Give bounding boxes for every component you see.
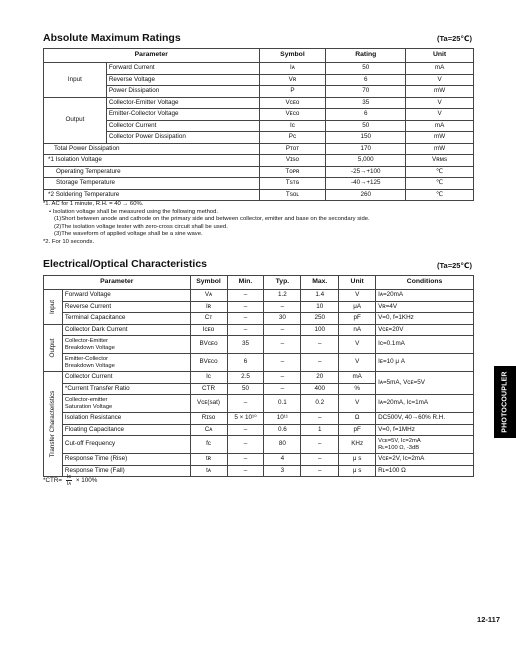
eo-typ: – — [264, 301, 301, 313]
eo-table — [43, 275, 474, 477]
abs-unit: V — [406, 74, 474, 86]
abs-rating: -25→+100 — [326, 166, 406, 178]
eo-unit: V — [339, 336, 376, 354]
eo-cond: Iᴀ=20mA — [376, 290, 474, 302]
eo-param: Collector Dark Current — [62, 324, 190, 336]
eo-min: – — [227, 290, 264, 302]
eo-symbol: Rɪѕᴏ — [190, 413, 227, 425]
eo-typ: – — [264, 354, 301, 372]
eo-max: 0.2 — [301, 395, 339, 413]
eo-typ: 0.1 — [264, 395, 301, 413]
abs-unit: Vʀᴍѕ — [406, 155, 474, 167]
eo-symbol: CTR — [190, 383, 227, 395]
table-row — [44, 63, 474, 75]
eo-header-unit: Unit — [339, 276, 376, 290]
eo-typ: – — [264, 383, 301, 395]
eo-cond — [376, 436, 474, 454]
eo-cond-line1: Vᴄᴇ=5V, Iᴄ=2mA — [378, 438, 421, 445]
abs-unit: mW — [406, 86, 474, 98]
abs-rating: 50 — [326, 120, 406, 132]
table-row — [44, 465, 474, 477]
abs-header-rating: Rating — [326, 49, 406, 63]
table-row — [44, 143, 474, 155]
eo-param-line1: Collector-emitter — [64, 397, 108, 404]
eo-typ: 80 — [264, 436, 301, 454]
abs-rating: 5,000 — [326, 155, 406, 167]
eo-symbol: BVᴇᴄᴏ — [190, 354, 227, 372]
table-row — [44, 354, 474, 372]
abs-symbol: Vʀ — [259, 74, 326, 86]
eo-header-max: Max. — [301, 276, 339, 290]
photocoupler-tab — [494, 366, 516, 438]
eo-typ: – — [264, 336, 301, 354]
ctr-denominator: Iᴀ — [66, 481, 72, 487]
page-number: 12-117 — [477, 615, 500, 624]
abs-rating: 6 — [326, 74, 406, 86]
abs-param: Collector Current — [106, 120, 259, 132]
eo-param-line2: Breakdown Voltage — [64, 344, 115, 351]
abs-unit: mA — [406, 63, 474, 75]
eo-typ: 1.2 — [264, 290, 301, 302]
table-row — [44, 301, 474, 313]
abs-symbol: Iᴀ — [259, 63, 326, 75]
abs-header-symbol: Symbol — [259, 49, 326, 63]
eo-unit: μA — [339, 301, 376, 313]
abs-param: Total Power Dissipation — [44, 143, 260, 155]
abs-unit: V — [406, 109, 474, 121]
eo-param — [62, 354, 190, 372]
eo-symbol: Iᴄᴇᴏ — [190, 324, 227, 336]
abs-notes — [43, 201, 370, 247]
eo-symbol: Vᴄᴇ(sat) — [190, 395, 227, 413]
eo-header-min: Min. — [227, 276, 264, 290]
table-row — [44, 395, 474, 413]
abs-unit: ℃ — [406, 178, 474, 190]
eo-header-typ: Typ. — [264, 276, 301, 290]
ctr-numerator: Iᴄ — [66, 474, 72, 480]
table-row — [44, 155, 474, 167]
eo-ta: (Ta=25℃) — [437, 261, 472, 270]
table-row — [44, 290, 474, 302]
abs-symbol: P — [259, 86, 326, 98]
abs-unit: mA — [406, 120, 474, 132]
eo-max: – — [301, 465, 339, 477]
abs-symbol: Vɪѕᴏ — [259, 155, 326, 167]
eo-min: 50 — [227, 383, 264, 395]
table-row — [44, 109, 474, 121]
table-row — [44, 132, 474, 144]
eo-symbol: tᴀ — [190, 465, 227, 477]
abs-group-input: Input — [44, 63, 107, 98]
eo-max: – — [301, 436, 339, 454]
abs-unit: ℃ — [406, 166, 474, 178]
eo-max: 1 — [301, 424, 339, 436]
eo-max: – — [301, 413, 339, 425]
abs-param: Storage Temperature — [44, 178, 260, 190]
table-row — [44, 189, 474, 201]
note-line: (1)Short between anode and cathode on the primary side and between collector, emitter and base on the secondary side. — [54, 216, 370, 223]
eo-symbol: fᴄ — [190, 436, 227, 454]
abs-symbol: Tѕᴛɢ — [259, 178, 326, 190]
eo-symbol: tʀ — [190, 454, 227, 466]
eo-cond: V=0, f=1MHz — [376, 424, 474, 436]
eo-min: – — [227, 395, 264, 413]
eo-symbol: Vᴀ — [190, 290, 227, 302]
eo-min: 35 — [227, 336, 264, 354]
eo-min: – — [227, 324, 264, 336]
abs-rating: 260 — [326, 189, 406, 201]
eo-param-line1: Collector-Emitter — [64, 338, 109, 345]
table-row — [44, 166, 474, 178]
eo-group-transfer — [44, 372, 63, 477]
eo-group-output — [44, 324, 63, 372]
eo-param — [62, 395, 190, 413]
eo-unit: μ s — [339, 454, 376, 466]
table-row — [44, 313, 474, 325]
ctr-prefix: *CTR= — [43, 477, 63, 485]
eo-typ: – — [264, 324, 301, 336]
eo-param: Floating Capacitance — [62, 424, 190, 436]
eo-typ: 30 — [264, 313, 301, 325]
eo-unit: KHz — [339, 436, 376, 454]
abs-group-output: Output — [44, 97, 107, 143]
eo-unit: mA — [339, 372, 376, 384]
eo-param: Terminal Capacitance — [62, 313, 190, 325]
abs-rating: 70 — [326, 86, 406, 98]
eo-symbol: Iᴄ — [190, 372, 227, 384]
abs-header-unit: Unit — [406, 49, 474, 63]
abs-param: Emitter-Collector Voltage — [106, 109, 259, 121]
abs-symbol: Iᴄ — [259, 120, 326, 132]
eo-unit: V — [339, 290, 376, 302]
table-row — [44, 413, 474, 425]
eo-typ: 4 — [264, 454, 301, 466]
abs-header-parameter: Parameter — [44, 49, 260, 63]
note-line: *2. For 10 seconds. — [43, 238, 95, 245]
eo-param-line1: Emitter-Collector — [64, 356, 109, 363]
eo-min: – — [227, 424, 264, 436]
eo-param: Response Time (Fall) — [62, 465, 190, 477]
eo-group-output-label: Output — [48, 338, 56, 358]
eo-cond: Vᴄᴇ=2V, Iᴄ=2mA — [376, 454, 474, 466]
eo-param: Cut-off Frequency — [62, 436, 190, 454]
eo-param: Isolation Resistance — [62, 413, 190, 425]
eo-min: – — [227, 301, 264, 313]
eo-min: – — [227, 454, 264, 466]
abs-symbol: Vᴄᴇᴏ — [259, 97, 326, 109]
abs-max-title: Absolute Maximum Ratings — [43, 32, 181, 44]
table-row — [44, 97, 474, 109]
eo-param-line2: Saturation Voltage — [64, 403, 113, 410]
photocoupler-tab-label: PHOTOCOUPLER — [501, 371, 509, 433]
note-line: (2)The isolation voltage tester with zero-cross circuit shall be used. — [54, 223, 228, 230]
eo-unit: % — [339, 383, 376, 395]
eo-unit: pF — [339, 313, 376, 325]
eo-typ: 0.6 — [264, 424, 301, 436]
abs-rating: 50 — [326, 63, 406, 75]
abs-rating: 170 — [326, 143, 406, 155]
note-line: • Isolation voltage shall be measured using the following method. — [49, 208, 219, 215]
eo-group-input — [44, 290, 63, 325]
table-row — [44, 74, 474, 86]
eo-cond: Vʀ=4V — [376, 301, 474, 313]
eo-cond: Rʟ=100 Ω — [376, 465, 474, 477]
eo-cond: V=0, f=1KHz — [376, 313, 474, 325]
abs-unit: ℃ — [406, 189, 474, 201]
eo-cond: Iᴄ=0.1mA — [376, 336, 474, 354]
eo-group-input-label: Input — [48, 299, 56, 314]
eo-unit: μ s — [339, 465, 376, 477]
eo-max: 250 — [301, 313, 339, 325]
abs-symbol: Tᴏᴘʀ — [259, 166, 326, 178]
abs-symbol: Pᴛᴏᴛ — [259, 143, 326, 155]
table-row — [44, 372, 474, 384]
eo-max: – — [301, 454, 339, 466]
table-row — [44, 324, 474, 336]
eo-cond: Iᴀ=20mA, Iᴄ=1mA — [376, 395, 474, 413]
eo-param: Reverse Current — [62, 301, 190, 313]
eo-typ: 10¹¹ — [264, 413, 301, 425]
abs-max-table — [43, 48, 474, 201]
eo-unit: V — [339, 354, 376, 372]
table-row — [44, 120, 474, 132]
note-line: *1. AC for 1 minute, R.H. = 40 → 60%. — [43, 201, 144, 207]
eo-max: – — [301, 354, 339, 372]
note-line: (3)The waveform of applied voltage shall be a sine wave. — [54, 231, 203, 238]
table-row — [44, 336, 474, 354]
eo-symbol: Cᴛ — [190, 313, 227, 325]
table-row — [44, 436, 474, 454]
eo-typ: 3 — [264, 465, 301, 477]
eo-param: Collector Current — [62, 372, 190, 384]
eo-cond: Iᴀ=5mA, Vᴄᴇ=5V — [376, 372, 474, 395]
abs-rating: -40→+125 — [326, 178, 406, 190]
abs-unit: mW — [406, 143, 474, 155]
eo-header-row — [44, 276, 474, 290]
eo-typ: – — [264, 372, 301, 384]
eo-max: 20 — [301, 372, 339, 384]
table-row — [44, 454, 474, 466]
eo-min: – — [227, 436, 264, 454]
eo-min: 6 — [227, 354, 264, 372]
abs-param: Forward Current — [106, 63, 259, 75]
eo-group-transfer-label: Transfer Characteristics — [48, 390, 56, 458]
eo-min: – — [227, 465, 264, 477]
eo-unit: V — [339, 395, 376, 413]
abs-rating: 6 — [326, 109, 406, 121]
table-row — [44, 424, 474, 436]
eo-max: 100 — [301, 324, 339, 336]
eo-max: – — [301, 336, 339, 354]
eo-symbol: Iʀ — [190, 301, 227, 313]
abs-rating: 35 — [326, 97, 406, 109]
eo-title: Electrical/Optical Characteristics — [43, 258, 207, 270]
eo-symbol: BVᴄᴇᴏ — [190, 336, 227, 354]
abs-unit: mW — [406, 132, 474, 144]
abs-param: *1 Isolation Voltage — [44, 155, 260, 167]
abs-param: Collector-Emitter Voltage — [106, 97, 259, 109]
eo-header-parameter: Parameter — [44, 276, 191, 290]
eo-param: *Current Transfer Ratio — [62, 383, 190, 395]
eo-max: 400 — [301, 383, 339, 395]
eo-header-symbol: Symbol — [190, 276, 227, 290]
eo-max: 10 — [301, 301, 339, 313]
ctr-fraction — [66, 474, 72, 487]
eo-unit: nA — [339, 324, 376, 336]
abs-param: *2 Soldering Temperature — [44, 189, 260, 201]
abs-param: Operating Temperature — [44, 166, 260, 178]
eo-unit: pF — [339, 424, 376, 436]
eo-cond-line2: Rʟ=100 Ω, -3dB — [378, 444, 420, 451]
abs-param: Reverse Voltage — [106, 74, 259, 86]
ctr-suffix: × 100% — [75, 477, 98, 485]
table-row — [44, 178, 474, 190]
ctr-formula — [43, 474, 97, 487]
eo-min: 5 × 10¹⁰ — [227, 413, 264, 425]
abs-header-row — [44, 49, 474, 63]
table-row — [44, 86, 474, 98]
eo-cond: DC500V, 40→60% R.H. — [376, 413, 474, 425]
eo-header-conditions: Conditions — [376, 276, 474, 290]
eo-min: 2.5 — [227, 372, 264, 384]
abs-symbol: Tѕᴏʟ — [259, 189, 326, 201]
eo-max: 1.4 — [301, 290, 339, 302]
abs-max-ta: (Ta=25℃) — [437, 34, 472, 43]
eo-unit: Ω — [339, 413, 376, 425]
eo-param: Forward Voltage — [62, 290, 190, 302]
eo-param: Response Time (Rise) — [62, 454, 190, 466]
abs-symbol: Pᴄ — [259, 132, 326, 144]
abs-param: Power Dissipation — [106, 86, 259, 98]
eo-cond: Vᴄᴇ=20V — [376, 324, 474, 336]
eo-cond: Iᴇ=10 μ A — [376, 354, 474, 372]
abs-rating: 150 — [326, 132, 406, 144]
eo-symbol: Cᴀ — [190, 424, 227, 436]
abs-unit: V — [406, 97, 474, 109]
eo-param-line2: Breakdown Voltage — [64, 362, 115, 369]
eo-param — [62, 336, 190, 354]
abs-symbol: Vᴇᴄᴏ — [259, 109, 326, 121]
abs-param: Collector Power Dissipation — [106, 132, 259, 144]
eo-min: – — [227, 313, 264, 325]
